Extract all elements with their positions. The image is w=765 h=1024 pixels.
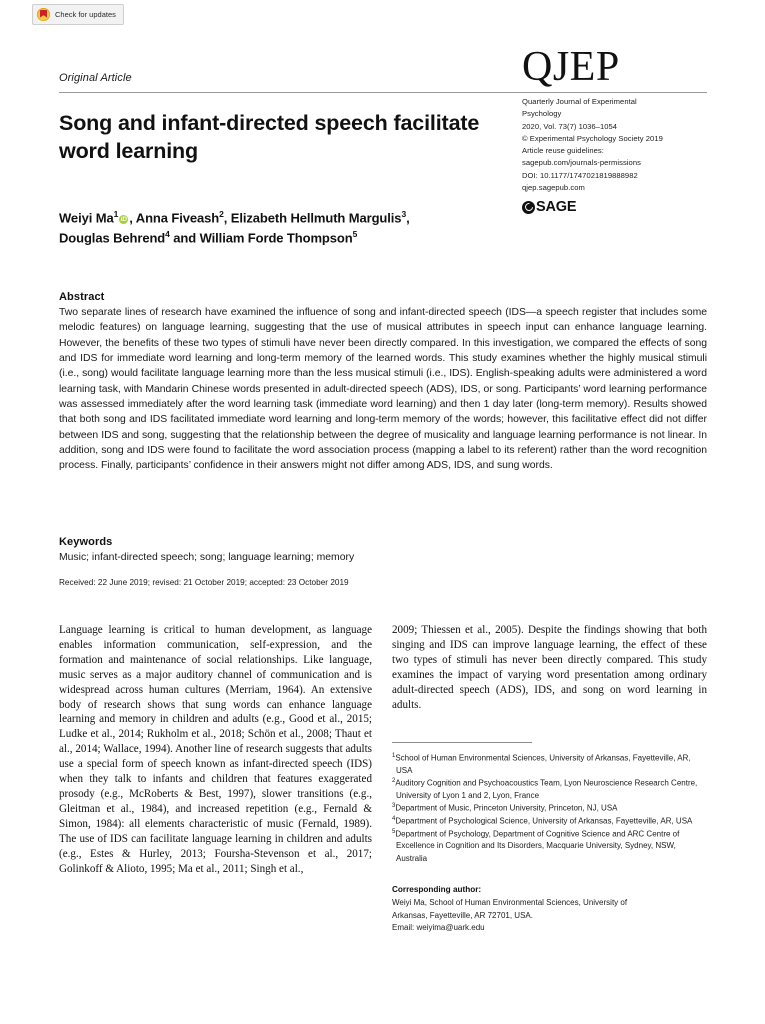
received-dates: Received: 22 June 2019; revised: 21 October 2019; accepted: 23 October 2019 [59, 578, 349, 587]
affiliation-marker: 3 [392, 802, 396, 809]
affiliation-text: Auditory Cognition and Psychoacoustics Team, Lyon Neuroscience Research Centre, University of Lyon 1 and 2, Lyon, France [395, 778, 698, 800]
article-type-label: Original Article [59, 72, 132, 84]
doi-line[interactable]: DOI: 10.1177/1747021819888982 [522, 170, 638, 180]
check-for-updates-icon [37, 8, 50, 21]
journal-metadata [522, 96, 707, 194]
affiliation-item [392, 828, 707, 865]
affiliation-text: Department of Psychology, Department of Cognitive Science and ARC Centre of Excellence in Cognition and Its Disorders, Macquarie University, Sydney, NSW, Australia [395, 829, 680, 863]
affiliation-marker: 2 [392, 777, 396, 784]
author-4-affiliation-marker: 4 [165, 229, 170, 240]
affiliation-marker: 1 [392, 753, 396, 759]
abstract-body: Two separate lines of research have examined the influence of song and infant-directed speech (IDS—a speech register that includes some melodic features) on language learning, suggesting that the use of musical attributes in speech input can enhance language learning. However, the benefits of these two types of stimuli have never been directly compared. In this investigation, we compared the effects of song and IDS for immediate word learning and long-term memory of the learned words. This study examines whether the highly musical stimuli (i.e., song) would facilitate language learning more than the less musical stimuli (i.e., IDS). English-speaking adults were administered a word learning task, with Mandarin Chinese words presented in adult-directed speech (ADS), IDS, or song. Participants’ word learning performance was assessed immediately after the word learning task (immediate word learning) and then 1 day later (long-term memory). Results showed that both song and IDS facilitated immediate word learning and long-term memory of the words; however, this facilitative effect did not differ between IDS and song, suggesting that the relationship between the degree of musicality and language learning performance is not linear. In addition, song and IDS were found to facilitate the word association process (mapping a label to its referent) rather than the word recognition process. Finally, participants’ confidence in their answers might not differ among ADS, IDS, and sung words. [59, 307, 707, 472]
page-title: Song and infant-directed speech facilitate word learning [59, 111, 480, 163]
sage-wordmark: SAGE [536, 199, 577, 216]
author-4-name: Douglas Behrend [59, 230, 166, 246]
orcid-icon[interactable]: iD [120, 216, 127, 224]
volume-issue-pages: 2020, Vol. 73(7) 1036–1054 [522, 121, 618, 131]
corresponding-author-block [392, 884, 707, 934]
copyright-line: © Experimental Psychology Society 2019 [522, 133, 663, 143]
affiliation-item [392, 777, 707, 802]
keywords-body: Music; infant-directed speech; song; language learning; memory [59, 552, 355, 563]
corresponding-author-line-2: Arkansas, Fayetteville, AR 72701, USA. [392, 910, 533, 920]
journal-logo: QJEP [522, 44, 620, 90]
author-1-affiliation-marker: 1 [113, 209, 119, 219]
footnote-divider [392, 742, 532, 743]
author-line-1-end: , [406, 210, 410, 226]
author-2-prefix: , Anna Fiveash [129, 210, 220, 226]
body-column-left [59, 623, 372, 876]
author-list [59, 208, 529, 248]
affiliation-text: Department of Music, Princeton University, Princeton, NJ, USA [395, 803, 618, 813]
journal-url[interactable]: qjep.sagepub.com [522, 183, 585, 193]
affiliation-marker: 4 [392, 815, 396, 822]
corresponding-author-heading: Corresponding author: [392, 885, 482, 894]
check-for-updates-badge[interactable] [32, 4, 124, 25]
affiliations-list [392, 752, 707, 865]
header-divider [59, 92, 707, 93]
abstract-heading: Abstract [59, 291, 105, 303]
author-5-prefix: and William Forde Thompson [169, 230, 353, 246]
author-1-name: Weiyi Ma [59, 210, 114, 226]
permissions-url[interactable]: sagepub.com/journals-permissions [522, 158, 641, 168]
keywords-heading: Keywords [59, 536, 113, 548]
author-3-prefix: , Elizabeth Hellmuth Margulis [223, 210, 402, 226]
affiliation-text: Department of Psychological Science, University of Arkansas, Fayetteville, AR, USA [395, 816, 693, 826]
journal-masthead [522, 46, 707, 215]
body-column-right [392, 623, 707, 712]
affiliation-text: School of Human Environmental Sciences, University of Arkansas, Fayetteville, AR, USA [395, 753, 691, 775]
affiliation-item [392, 752, 707, 777]
journal-name-line-2: Psychology [522, 109, 562, 119]
body-paragraph-left: Language learning is critical to human development, as language enables information communication, self-expression, and the formation and maintenance of social relationships. Like language, music serves as a major auditory channel of communication and is widespread across human cultures (Merriam, 1964). An extensive body of research shows that sung words can enhance language learning and memory in children and adults (e.g., Good et al., 2015; Ludke et al., 2014; Rukholm et al., 2018; Schön et al., 2008; Thaut et al., 2014; Wallace, 1994). Another line of research suggests that adults use a special form of speech known as infant-directed speech (IDS) when they talk to infants and children that features exaggerated prosody (e.g., McRoberts & Best, 1997), slower transitions (e.g., Gleitman et al., 1984), and increased repetition (e.g., Fernald & Simon, 1984): all elements characteristic of music (Fernald, 1989). The use of IDS can facilitate language learning in children and adults (e.g., Estes & Hurley, 2013; Foursha-Stevenson et al., 2017; Golinkoff & Alioto, 1995; Ma et al., 2011; Singh et al., [59, 624, 372, 875]
affiliation-marker: 5 [392, 828, 396, 835]
affiliation-item [392, 815, 707, 828]
reuse-guidelines-label: Article reuse guidelines: [522, 146, 604, 156]
author-5-affiliation-marker: 5 [352, 229, 358, 240]
keywords-section [59, 536, 707, 565]
corresponding-author-line-1: Weiyi Ma, School of Human Environmental Sciences, University of [392, 898, 628, 908]
check-for-updates-label: Check for updates [55, 9, 116, 19]
author-3-affiliation-marker: 3 [401, 209, 407, 219]
sage-publisher-logo [522, 199, 707, 215]
body-paragraph-right: 2009; Thiessen et al., 2005). Despite the findings showing that both singing and IDS can improve language learning, the effect of these two types of stimuli has never been directly compared. This study examines the impact of varying word presentation among ordinary adult-directed speech (ADS), IDS, and song on word learning in adults. [392, 624, 707, 711]
abstract-section [59, 291, 707, 474]
journal-name-line-1: Quarterly Journal of Experimental [522, 97, 637, 106]
affiliation-item [392, 802, 707, 815]
author-2-affiliation-marker: 2 [219, 209, 224, 219]
corresponding-author-email[interactable]: Email: weiyima@uark.edu [392, 922, 485, 932]
